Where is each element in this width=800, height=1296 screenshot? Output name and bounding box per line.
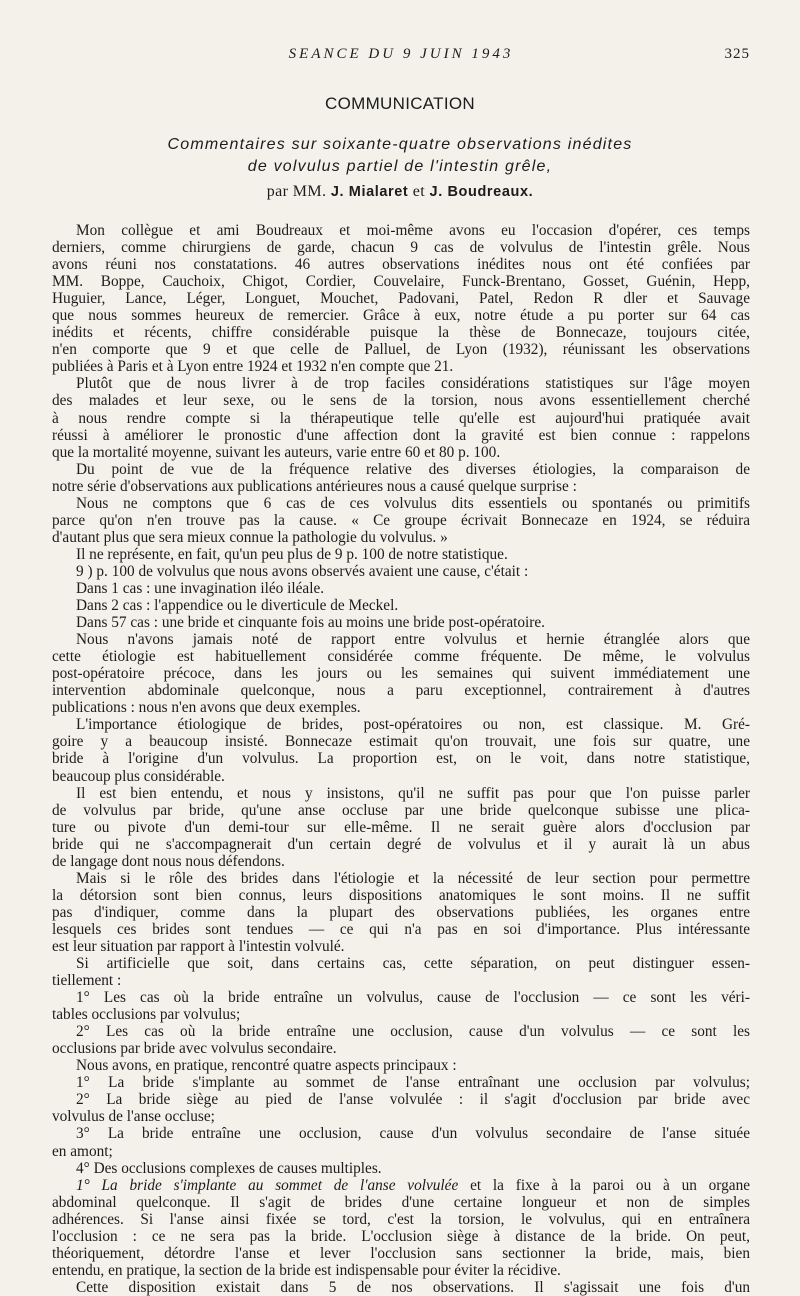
text-line: Du point de vue de la fréquence relative des diverses étiologies, la comparaison de — [76, 460, 750, 478]
author-2: J. Boudreaux. — [429, 184, 534, 200]
article-body — [52, 222, 750, 1296]
text-line: des malades et leur sexe, ou le sens de la torsion, nous avons essentiellement cherché — [52, 392, 750, 410]
text-line: MM. Boppe, Cauchoix, Chigot, Cordier, Couvelaire, Funck-Brentano, Gosset, Guénin, Hepp, — [52, 273, 750, 291]
authors-conjunction: et — [412, 183, 426, 200]
text-line: 3° La bride entraîne une occlusion, cause d'un volvulus secondaire de l'anse située — [76, 1125, 750, 1143]
text-line: 1° Les cas où la bride entraîne un volvulus, cause de l'occlusion — ce sont les véri- — [76, 989, 750, 1007]
text-line: derniers, comme chirurgiens de garde, chacun 9 cas de volvulus de l'intestin grêle. Nous — [52, 239, 750, 257]
page-number: 325 — [724, 46, 750, 62]
text-line: d'autant plus que sera mieux connue la pathologie du volvulus. » — [52, 528, 448, 546]
text-line: volvulus de l'anse occluse; — [52, 1108, 215, 1126]
text-line: entendu, en pratique, la section de la bride est indispensable pour éviter la récidive. — [52, 1261, 561, 1279]
text-line: publiées à Paris et à Lyon entre 1924 et 1932 n'en compte que 21. — [52, 358, 454, 376]
text-line: post-opératoire précoce, dans les jours ou les semaines qui suivent immédiatement une — [52, 665, 750, 683]
text-line: Il est bien entendu, et nous y insistons, qu'il ne suffit pas pour que l'on puisse parler — [76, 784, 750, 802]
text-line: Dans 57 cas : une bride et cinquante fois au moins une bride post-opératoire. — [76, 614, 545, 632]
article-title — [0, 134, 800, 178]
text-line: occlusions par bride avec volvulus secondaire. — [52, 1040, 337, 1058]
text-line: tiellement : — [52, 972, 122, 990]
section-heading: COMMUNICATION — [325, 94, 475, 113]
text-line: 1° La bride s'implante au sommet de l'anse entraînant une occlusion par volvulus; — [76, 1074, 750, 1092]
text-line: n'en comporte que 9 et que celle de Palluel, de Lyon (1932), réunissant les observations — [52, 341, 750, 359]
text-line: de volvulus par bride, qu'une anse occluse par une bride quelconque subisse une plica- — [52, 801, 750, 819]
text-line: notre série d'observations aux publications antérieures nous a causé quelque surprise : — [52, 477, 577, 495]
text-line: publications : nous n'en avons que deux exemples. — [52, 699, 361, 717]
text-line: adhérences. Si l'anse ainsi fixée se tord, c'est la torsion, le volvulus, qui en entraînera — [52, 1210, 750, 1228]
text-line: théoriquement, détordre l'anse et lever l'occlusion sans sectionner la bride, mais, bien — [52, 1244, 750, 1262]
article-authors — [0, 183, 800, 201]
line-text: et la fixe à la paroi ou à un organe — [470, 1176, 750, 1194]
text-line: intervention abdominale quelconque, nous a paru exceptionnel, contrairement à d'autres — [52, 682, 750, 700]
text-line: Nous avons, en pratique, rencontré quatre aspects principaux : — [76, 1057, 457, 1075]
text-line: abdominal quelconque. Il s'agit de brides d'une certaine longueur et non de simples — [52, 1193, 750, 1211]
text-line: Dans 1 cas : une invagination iléo iléale. — [76, 579, 325, 597]
text-line: Si artificielle que soit, dans certains cas, cette séparation, on peut distinguer essen- — [76, 955, 750, 973]
header-title: SEANCE DU 9 JUIN 1943 — [288, 46, 514, 62]
author-1: J. Mialaret — [330, 184, 409, 200]
text-line: Mais si le rôle des brides dans l'étiologie et la nécessité de leur section pour permettre — [76, 869, 750, 887]
text-line: 2° La bride siège au pied de l'anse volvulée : il s'agit d'occlusion par bride avec — [76, 1091, 750, 1109]
text-line — [52, 1177, 750, 1194]
text-line: avons réuni nos constatations. 46 autres observations inédites nous ont été confiées par — [52, 256, 750, 274]
text-line: 4° Des occlusions complexes de causes multiples. — [76, 1159, 382, 1177]
text-line: parce qu'on n'en trouve pas la cause. « Ce groupe écrivait Bonnecaze en 1924, se réduira — [52, 511, 750, 529]
italic-phrase: 1° La bride s'implante au sommet de l'anse volvulée — [76, 1176, 471, 1194]
text-line: l'occlusion : ce ne sera pas la bride. L'occlusion siège à distance de la bride. On peut, — [52, 1227, 750, 1245]
text-line: lesquels ces brides sont tendues — ce qui n'a pas en soi d'importance. Plus intéressante — [52, 920, 750, 938]
text-line: pas d'indiquer, comme dans la plupart des observations publiées, les organes entre — [52, 903, 750, 921]
text-line: Nous ne comptons que 6 cas de ces volvulus dits essentiels ou spontanés ou primitifs — [76, 494, 750, 512]
text-line: inédits et récents, chiffre considérable puisque la thèse de Bonnecaze, toujours citée, — [52, 324, 750, 342]
text-line: L'importance étiologique de brides, post-opératoires ou non, est classique. M. Gré- — [76, 716, 750, 734]
text-line: tables occlusions par volvulus; — [52, 1006, 241, 1024]
text-line: que nous sommes heureux de remercier. Grâce à eux, notre étude a pu porter sur 64 cas — [52, 307, 750, 325]
text-line: Cette disposition existait dans 5 de nos observations. Il s'agissait une fois d'un — [76, 1278, 750, 1296]
text-line: la détorsion sont bien connus, leurs dispositions anatomiques le sont moins. Il ne suffit — [52, 886, 750, 904]
text-line: goire y a beaucoup insisté. Bonnecaze estimait qu'on trouvait, une fois sur quatre, une — [52, 733, 750, 751]
text-line: est leur situation par rapport à l'intestin volvulé. — [52, 937, 345, 955]
text-line: Dans 2 cas : l'appendice ou le diverticule de Meckel. — [76, 597, 399, 615]
text-line: de langage dont nous nous défendons. — [52, 852, 285, 870]
text-line: à nous rendre compte si la thérapeutique telle qu'elle est aujourd'hui pratiquée avait — [52, 409, 750, 427]
text-line: 9 ) p. 100 de volvulus que nous avons observés avaient une cause, c'était : — [76, 562, 529, 580]
text-line: beaucoup plus considérable. — [52, 767, 225, 785]
text-line: 2° Les cas où la bride entraîne une occlusion, cause d'un volvulus — ce sont les — [76, 1023, 750, 1041]
text-line: réussi à améliorer le pronostic d'une affection dont la gravité est bien connue : rappelons — [52, 426, 750, 444]
text-line: Plutôt que de nous livrer à de trop faciles considérations statistiques sur l'âge moyen — [76, 375, 750, 393]
text-line: Il ne représente, en fait, qu'un peu plus de 9 p. 100 de notre statistique. — [76, 545, 508, 563]
text-line: Mon collègue et ami Boudreaux et moi-même avons eu l'occasion d'opérer, ces temps — [76, 222, 750, 239]
text-line: que la mortalité moyenne, suivant les auteurs, varie entre 60 et 80 p. 100. — [52, 443, 501, 461]
text-line: en amont; — [52, 1142, 113, 1160]
text-line: bride à l'origine d'un volvulus. La proportion est, on le voit, dans notre statistique, — [52, 750, 750, 768]
text-line: cette étiologie est habituellement considérée comme fréquente. De même, le volvulus — [52, 648, 750, 666]
text-line: Nous n'avons jamais noté de rapport entre volvulus et hernie étranglée alors que — [76, 631, 750, 649]
title-line-2: de volvulus partiel de l'intestin grêle, — [247, 158, 553, 175]
title-line-1: Commentaires sur soixante-quatre observations inédites — [167, 136, 633, 153]
text-line: ture ou pivote d'un demi-tour sur elle-même. Il ne serait guère alors d'occlusion par — [52, 818, 750, 836]
text-line: Huguier, Lance, Léger, Longuet, Mouchet, Padovani, Patel, Redon R dler et Sauvage — [52, 290, 750, 308]
authors-prefix: par MM. — [266, 183, 327, 200]
running-header — [52, 46, 750, 66]
text-line: bride qui ne s'accompagnerait d'un certain degré de volvulus et il y aurait là un abus — [52, 835, 750, 853]
